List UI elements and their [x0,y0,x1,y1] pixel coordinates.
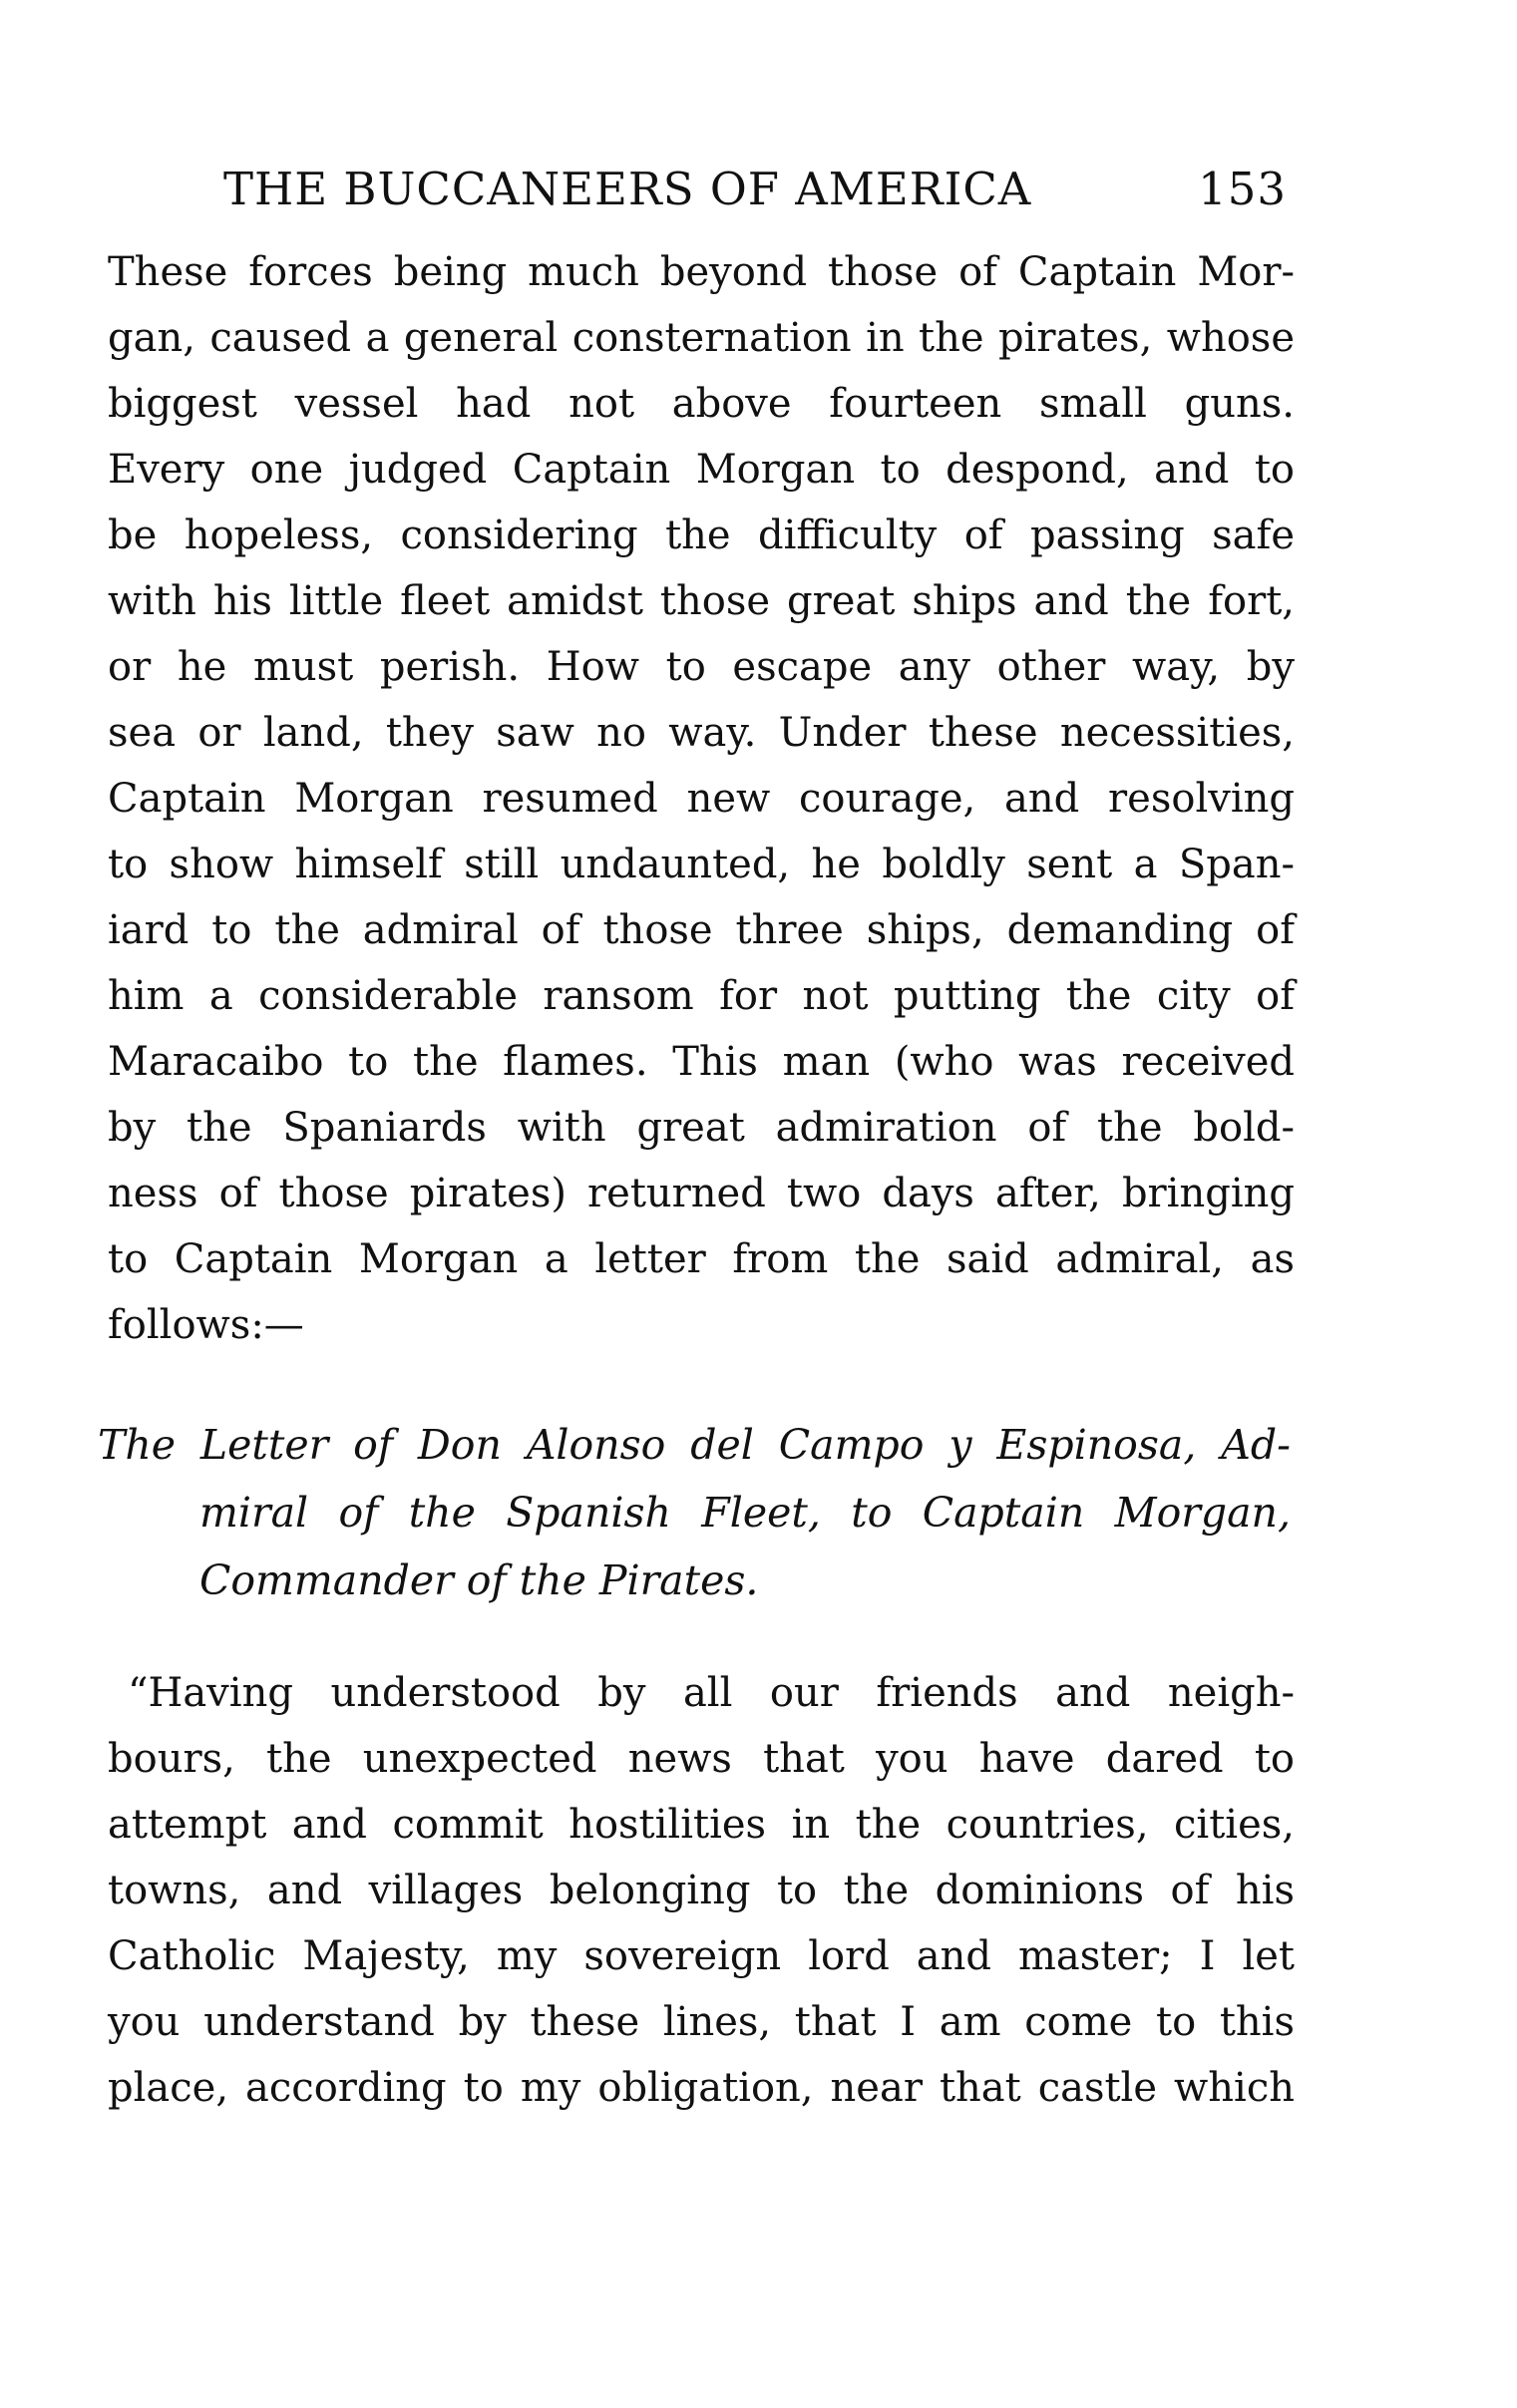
running-head [223,160,1287,219]
text-line: Every one judged Captain Morgan to despond, and to [108,447,1295,493]
text-line: you understand by these lines, that I am come to this [108,1999,1295,2045]
text-line: “Having understood by all our friends and neigh- [128,1670,1295,1716]
text-line: place, according to my obligation, near that castle which [108,2065,1295,2111]
text-line: with his little fleet amidst those great ships and the fort, [108,578,1295,624]
text-line: biggest vessel had not above fourteen small guns. [108,381,1295,427]
text-line: or he must perish. How to escape any other way, by [108,644,1295,690]
text-line: him a considerable ransom for not putting the city of [108,973,1295,1019]
text-line: These forces being much beyond those of Captain Mor- [108,249,1295,295]
text-line: Maracaibo to the flames. This man (who was received [108,1039,1295,1085]
text-line: gan, caused a general consternation in the pirates, whose [108,315,1295,361]
text-line: by the Spaniards with great admiration of the bold- [108,1105,1295,1151]
text-line: attempt and commit hostilities in the countries, cities, [108,1802,1295,1848]
text-line: to Captain Morgan a letter from the said admiral, as [108,1236,1295,1282]
page-number: 153 [1198,163,1287,215]
text-line: follows:— [108,1302,304,1348]
text-line: towns, and villages belonging to the dominions of his [108,1868,1295,1913]
text-line: be hopeless, considering the difficulty of passing safe [108,513,1295,558]
heading-line: miral of the Spanish Fleet, to Captain Morgan, [199,1489,1291,1537]
text-line: ness of those pirates) returned two days after, bringing [108,1171,1295,1216]
text-line: sea or land, they saw no way. Under these necessities, [108,710,1295,756]
heading-line: The Letter of Don Alonso del Campo y Espinosa, Ad- [98,1421,1291,1469]
text-line: bours, the unexpected news that you have dared to [108,1736,1295,1782]
heading-line: Commander of the Pirates. [199,1556,759,1604]
text-line: to show himself still undaunted, he boldly sent a Span- [108,842,1295,887]
text-line: Catholic Majesty, my sovereign lord and master; I let [108,1933,1295,1979]
text-line: Captain Morgan resumed new courage, and resolving [108,776,1295,822]
text-line: iard to the admiral of those three ships, demanding of [108,907,1295,953]
running-head-title: THE BUCCANEERS OF AMERICA [223,163,1032,215]
